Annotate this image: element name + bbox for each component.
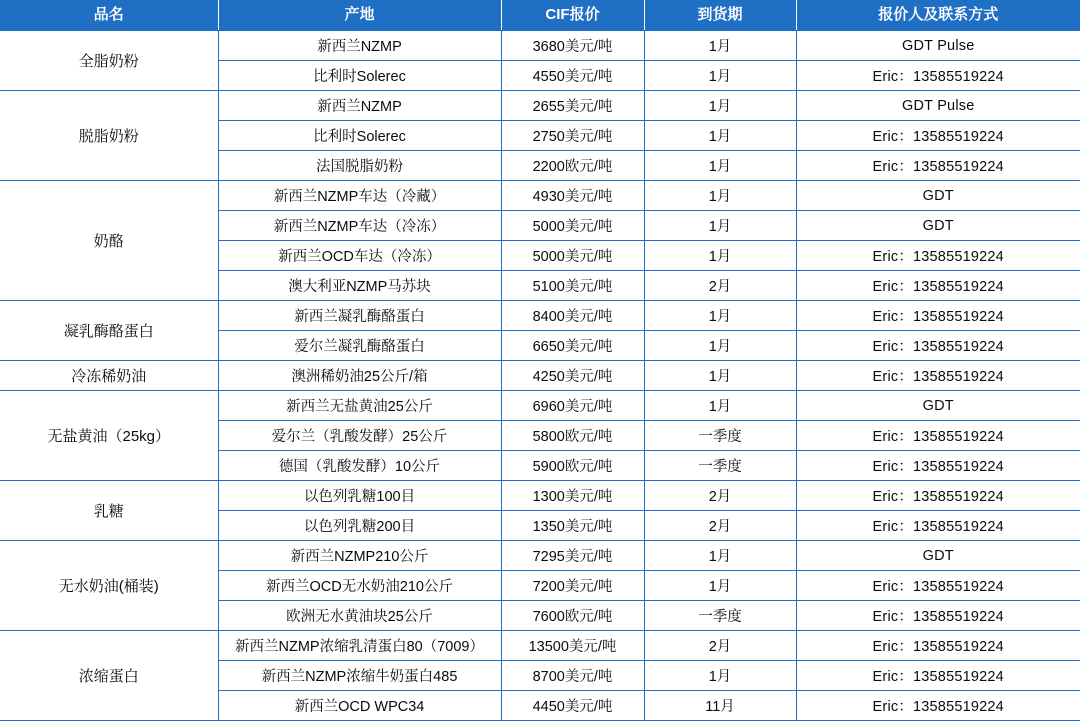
column-header-cif-price: CIF报价 (501, 0, 644, 31)
cell-contact: Eric：13585519224 (796, 151, 1080, 181)
cell-contact: Eric：13585519224 (796, 301, 1080, 331)
cell-contact: Eric：13585519224 (796, 511, 1080, 541)
cell-cif-price: 7295美元/吨 (501, 541, 644, 571)
cell-arrival: 1月 (644, 61, 796, 91)
cell-product-category: 奶酪 (0, 181, 218, 301)
cell-contact: GDT Pulse (796, 31, 1080, 61)
table-row (0, 181, 1080, 211)
cell-contact: Eric：13585519224 (796, 241, 1080, 271)
cell-contact: Eric：13585519224 (796, 451, 1080, 481)
column-header-product: 品名 (0, 0, 218, 31)
cell-arrival: 1月 (644, 181, 796, 211)
table-row (0, 481, 1080, 511)
table-row (0, 631, 1080, 661)
column-header-arrival: 到货期 (644, 0, 796, 31)
cell-arrival: 2月 (644, 631, 796, 661)
cell-contact: Eric：13585519224 (796, 571, 1080, 601)
cell-cif-price: 2750美元/吨 (501, 121, 644, 151)
table-row (0, 541, 1080, 571)
cell-arrival: 1月 (644, 121, 796, 151)
cell-cif-price: 4250美元/吨 (501, 361, 644, 391)
cell-arrival: 1月 (644, 301, 796, 331)
table-header-row (0, 0, 1080, 31)
cell-contact: Eric：13585519224 (796, 421, 1080, 451)
cell-contact: GDT Pulse (796, 91, 1080, 121)
cell-product-category: 乳糖 (0, 481, 218, 541)
cell-cif-price: 5900欧元/吨 (501, 451, 644, 481)
cell-cif-price: 7600欧元/吨 (501, 601, 644, 631)
cell-cif-price: 8400美元/吨 (501, 301, 644, 331)
cell-cif-price: 5000美元/吨 (501, 211, 644, 241)
column-header-origin: 产地 (218, 0, 501, 31)
cell-arrival: 1月 (644, 361, 796, 391)
cell-contact: GDT (796, 181, 1080, 211)
cell-arrival: 1月 (644, 331, 796, 361)
cell-origin: 法国脱脂奶粉 (218, 151, 501, 181)
cell-origin: 澳洲稀奶油25公斤/箱 (218, 361, 501, 391)
cell-arrival: 1月 (644, 391, 796, 421)
table-row (0, 31, 1080, 61)
cell-cif-price: 2655美元/吨 (501, 91, 644, 121)
table-body (0, 31, 1080, 721)
cell-arrival: 2月 (644, 511, 796, 541)
cell-contact: Eric：13585519224 (796, 661, 1080, 691)
cell-product-category: 无盐黄油（25kg） (0, 391, 218, 481)
cell-origin: 澳大利亚NZMP马苏块 (218, 271, 501, 301)
cell-arrival: 一季度 (644, 451, 796, 481)
cell-contact: Eric：13585519224 (796, 691, 1080, 721)
cell-contact: Eric：13585519224 (796, 61, 1080, 91)
cell-arrival: 1月 (644, 31, 796, 61)
cell-product-category: 冷冻稀奶油 (0, 361, 218, 391)
cell-origin: 比利时Solerec (218, 121, 501, 151)
cell-origin: 新西兰凝乳酶酪蛋白 (218, 301, 501, 331)
cell-arrival: 11月 (644, 691, 796, 721)
table-header (0, 0, 1080, 31)
cell-arrival: 1月 (644, 91, 796, 121)
cell-cif-price: 5100美元/吨 (501, 271, 644, 301)
cell-origin: 新西兰NZMP (218, 31, 501, 61)
cell-origin: 新西兰无盐黄油25公斤 (218, 391, 501, 421)
cell-contact: Eric：13585519224 (796, 481, 1080, 511)
column-header-contact: 报价人及联系方式 (796, 0, 1080, 31)
cell-contact: Eric：13585519224 (796, 271, 1080, 301)
cell-contact: Eric：13585519224 (796, 361, 1080, 391)
cell-arrival: 1月 (644, 241, 796, 271)
cell-cif-price: 5800欧元/吨 (501, 421, 644, 451)
cell-cif-price: 4550美元/吨 (501, 61, 644, 91)
cell-contact: GDT (796, 391, 1080, 421)
cell-cif-price: 6960美元/吨 (501, 391, 644, 421)
table-row (0, 391, 1080, 421)
cell-contact: Eric：13585519224 (796, 331, 1080, 361)
cell-origin: 新西兰OCD无水奶油210公斤 (218, 571, 501, 601)
cell-cif-price: 5000美元/吨 (501, 241, 644, 271)
cell-arrival: 1月 (644, 541, 796, 571)
cell-contact: Eric：13585519224 (796, 631, 1080, 661)
cell-origin: 以色列乳糖100目 (218, 481, 501, 511)
cell-origin: 新西兰NZMP浓缩乳清蛋白80（7009） (218, 631, 501, 661)
cell-origin: 新西兰NZMP浓缩牛奶蛋白485 (218, 661, 501, 691)
cell-origin: 新西兰OCD车达（冷冻） (218, 241, 501, 271)
cell-cif-price: 6650美元/吨 (501, 331, 644, 361)
cell-arrival: 1月 (644, 211, 796, 241)
cell-arrival: 1月 (644, 571, 796, 601)
cell-product-category: 凝乳酶酪蛋白 (0, 301, 218, 361)
cell-product-category: 脱脂奶粉 (0, 91, 218, 181)
cell-product-category: 无水奶油(桶装) (0, 541, 218, 631)
cell-contact: Eric：13585519224 (796, 601, 1080, 631)
table-row (0, 91, 1080, 121)
cell-origin: 德国（乳酸发酵）10公斤 (218, 451, 501, 481)
cell-arrival: 一季度 (644, 421, 796, 451)
cell-cif-price: 2200欧元/吨 (501, 151, 644, 181)
cell-arrival: 2月 (644, 271, 796, 301)
cell-origin: 新西兰NZMP (218, 91, 501, 121)
cell-origin: 爱尔兰凝乳酶酪蛋白 (218, 331, 501, 361)
table-row (0, 301, 1080, 331)
table-row (0, 361, 1080, 391)
cell-cif-price: 1350美元/吨 (501, 511, 644, 541)
cell-arrival: 一季度 (644, 601, 796, 631)
cell-arrival: 1月 (644, 661, 796, 691)
cell-arrival: 2月 (644, 481, 796, 511)
cell-cif-price: 3680美元/吨 (501, 31, 644, 61)
cell-cif-price: 13500美元/吨 (501, 631, 644, 661)
cell-origin: 新西兰NZMP车达（冷冻） (218, 211, 501, 241)
cell-cif-price: 4930美元/吨 (501, 181, 644, 211)
cell-contact: Eric：13585519224 (796, 121, 1080, 151)
cell-cif-price: 8700美元/吨 (501, 661, 644, 691)
cell-cif-price: 7200美元/吨 (501, 571, 644, 601)
cell-cif-price: 4450美元/吨 (501, 691, 644, 721)
cell-origin: 新西兰NZMP210公斤 (218, 541, 501, 571)
cell-product-category: 浓缩蛋白 (0, 631, 218, 721)
cell-origin: 爱尔兰（乳酸发酵）25公斤 (218, 421, 501, 451)
cell-cif-price: 1300美元/吨 (501, 481, 644, 511)
cell-contact: GDT (796, 211, 1080, 241)
cell-origin: 欧洲无水黄油块25公斤 (218, 601, 501, 631)
cell-origin: 比利时Solerec (218, 61, 501, 91)
cell-origin: 新西兰NZMP车达（冷藏） (218, 181, 501, 211)
cell-origin: 以色列乳糖200目 (218, 511, 501, 541)
cell-arrival: 1月 (644, 151, 796, 181)
cell-contact: GDT (796, 541, 1080, 571)
cell-product-category: 全脂奶粉 (0, 31, 218, 91)
cell-origin: 新西兰OCD WPC34 (218, 691, 501, 721)
